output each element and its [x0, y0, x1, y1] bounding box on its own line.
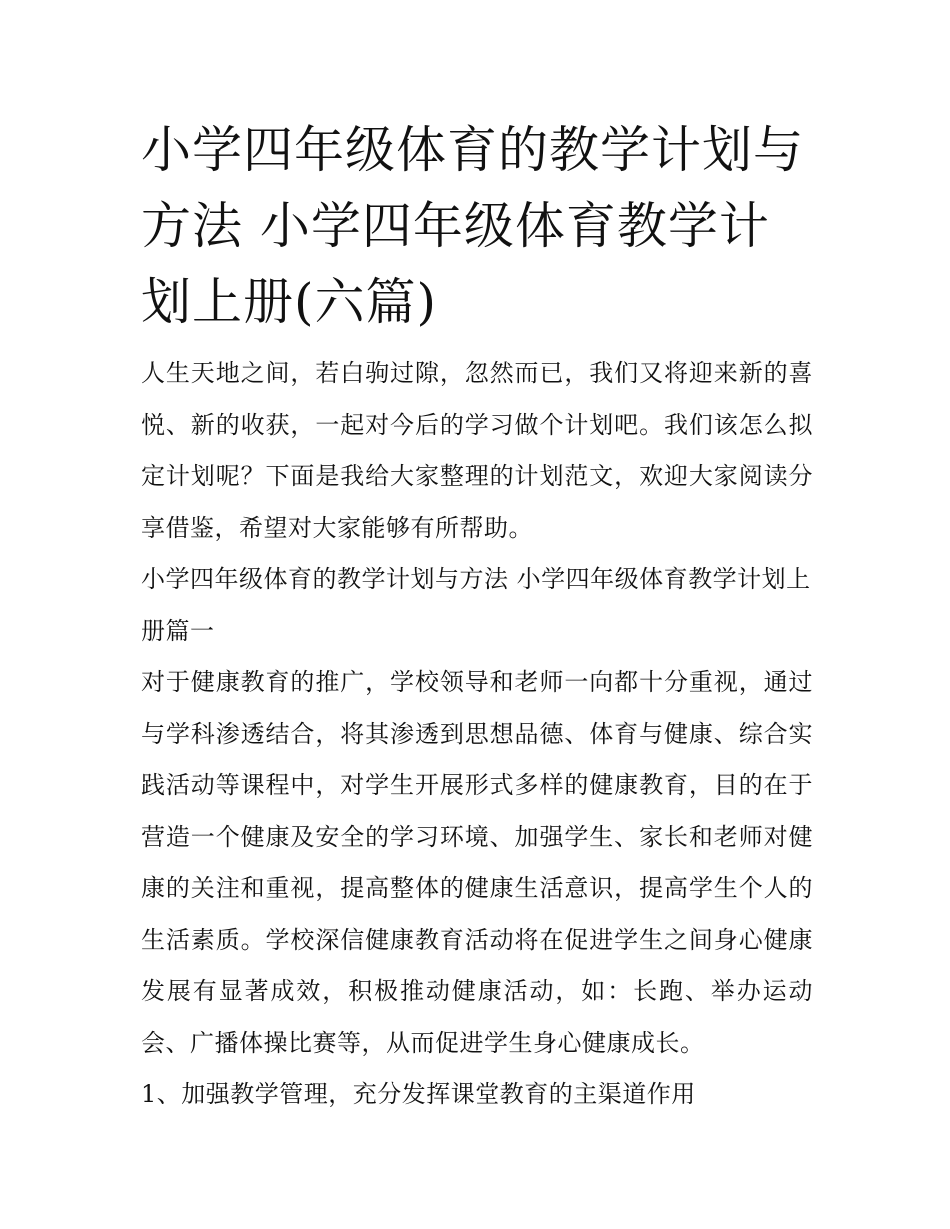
document-page — [141, 112, 813, 1121]
numbered-item: 1、加强教学管理，充分发挥课堂教育的主渠道作用 — [141, 1080, 696, 1108]
section-heading: 小学四年级体育的教学计划与方法 小学四年级体育教学计划上册篇一 — [141, 565, 811, 645]
document-title: 小学四年级体育的教学计划与方法 小学四年级体育教学计划上册(六篇) — [141, 121, 804, 331]
body-paragraph: 对于健康教育的推广，学校领导和老师一向都十分重视，通过与学科渗透结合，将其渗透到思想品德、体育与健康、综合实践活动等课程中，对学生开展形式多样的健康教育，目的在于营造一个健康及安全的学习环境、加强学生、家长和老师对健康的关注和重视，提高整体的健康生活意识，提高学生个人的生活素质。学校深信健康教育活动将在促进学生之间身心健康发展有显著成效，积极推动健康活动，如：长跑、举办运动会、广播体操比赛等，从而促进学生身心健康成长。 — [141, 668, 813, 1057]
intro-paragraph: 人生天地之间，若白驹过隙，忽然而已，我们又将迎来新的喜悦、新的收获，一起对今后的学习做个计划吧。我们该怎么拟定计划呢？下面是我给大家整理的计划范文，欢迎大家阅读分享借鉴，希望对大家能够有所帮助。 — [141, 359, 813, 542]
